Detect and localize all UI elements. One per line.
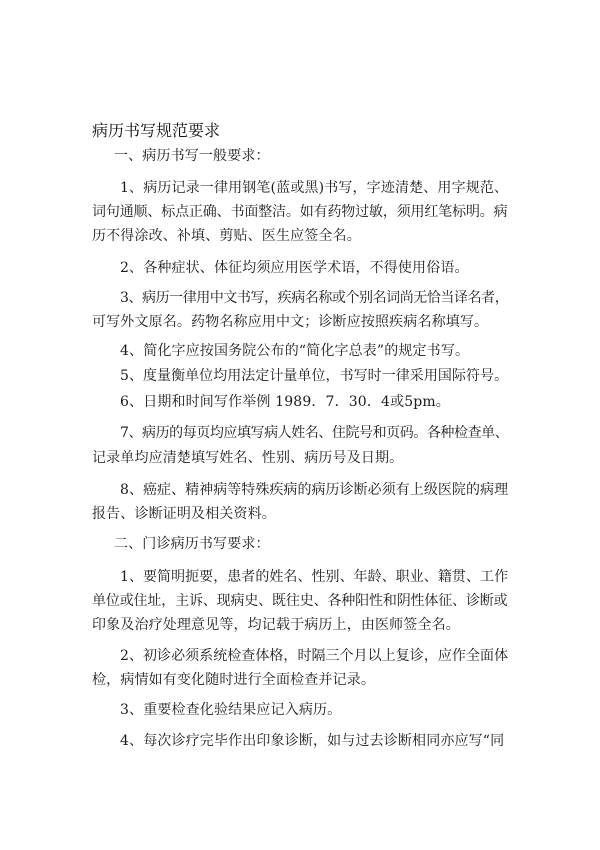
paragraph-line: 8、癌症、精神病等特殊疾病的病历诊断必须有上级医院的病理 [120,482,509,498]
paragraph-line: 4、每次诊疗完毕作出印象诊断，如与过去诊断相同亦应写“同 [120,733,505,749]
paragraph-line: 印象及治疗处理意见等，均记载于病历上，由医师签全名。 [92,617,460,633]
paragraph-line: 报告、诊断证明及相关资料。 [92,506,276,522]
document-title: 病历书写规范要求 [92,121,221,140]
paragraph-line: 6、日期和时间写作举例 1989．7．30．4或5pm。 [120,394,450,410]
section-heading-general: 一、病历书写一般要求： [114,148,270,164]
paragraph-line: 3、病历一律用中文书写，疾病名称或个别名词尚无恰当译名者， [120,290,509,306]
paragraph-line: 5、度量衡单位均用法定计量单位，书写时一律采用国际符号。 [120,368,509,384]
paragraph-line: 词句通顺、标点正确、书面整洁。如有药物过敏，须用红笔标明。病 [92,204,508,220]
paragraph-line: 记录单均应清楚填写姓名、性别、病历号及日期。 [92,450,404,466]
paragraph-line: 1、要简明扼要，患者的姓名、性别、年龄、职业、籍贯、工作 [120,569,509,585]
paragraph-line: 单位或住址，主诉、现病史、既往史、各种阳性和阴性体征、诊断或 [92,593,508,609]
paragraph-line: 3、重要检查化验结果应记入病历。 [120,702,342,718]
paragraph-line: 检，病情如有变化随时进行全面检查并记录。 [92,672,375,688]
section-heading-outpatient: 二、门诊病历书写要求： [114,536,270,552]
paragraph-line: 历不得涂改、补填、剪贴、医生应签全名。 [92,228,361,244]
paragraph-line: 4、简化字应按国务院公布的“简化字总表”的规定书写。 [120,343,470,359]
paragraph-line: 2、初诊必须系统检查体格，时隔三个月以上复诊，应作全面体 [120,648,509,664]
paragraph-line: 1、病历记录一律用钢笔(蓝或黑)书写，字迹清楚、用字规范、 [120,180,509,196]
paragraph-line: 2、各种症状、体征均须应用医学术语，不得使用俗语。 [120,260,469,276]
paragraph-line: 7、病历的每页均应填写病人姓名、住院号和页码。各种检查单、 [120,425,509,441]
paragraph-line: 可写外文原名。药物名称应用中文；诊断应按照疾病名称填写。 [92,314,489,330]
